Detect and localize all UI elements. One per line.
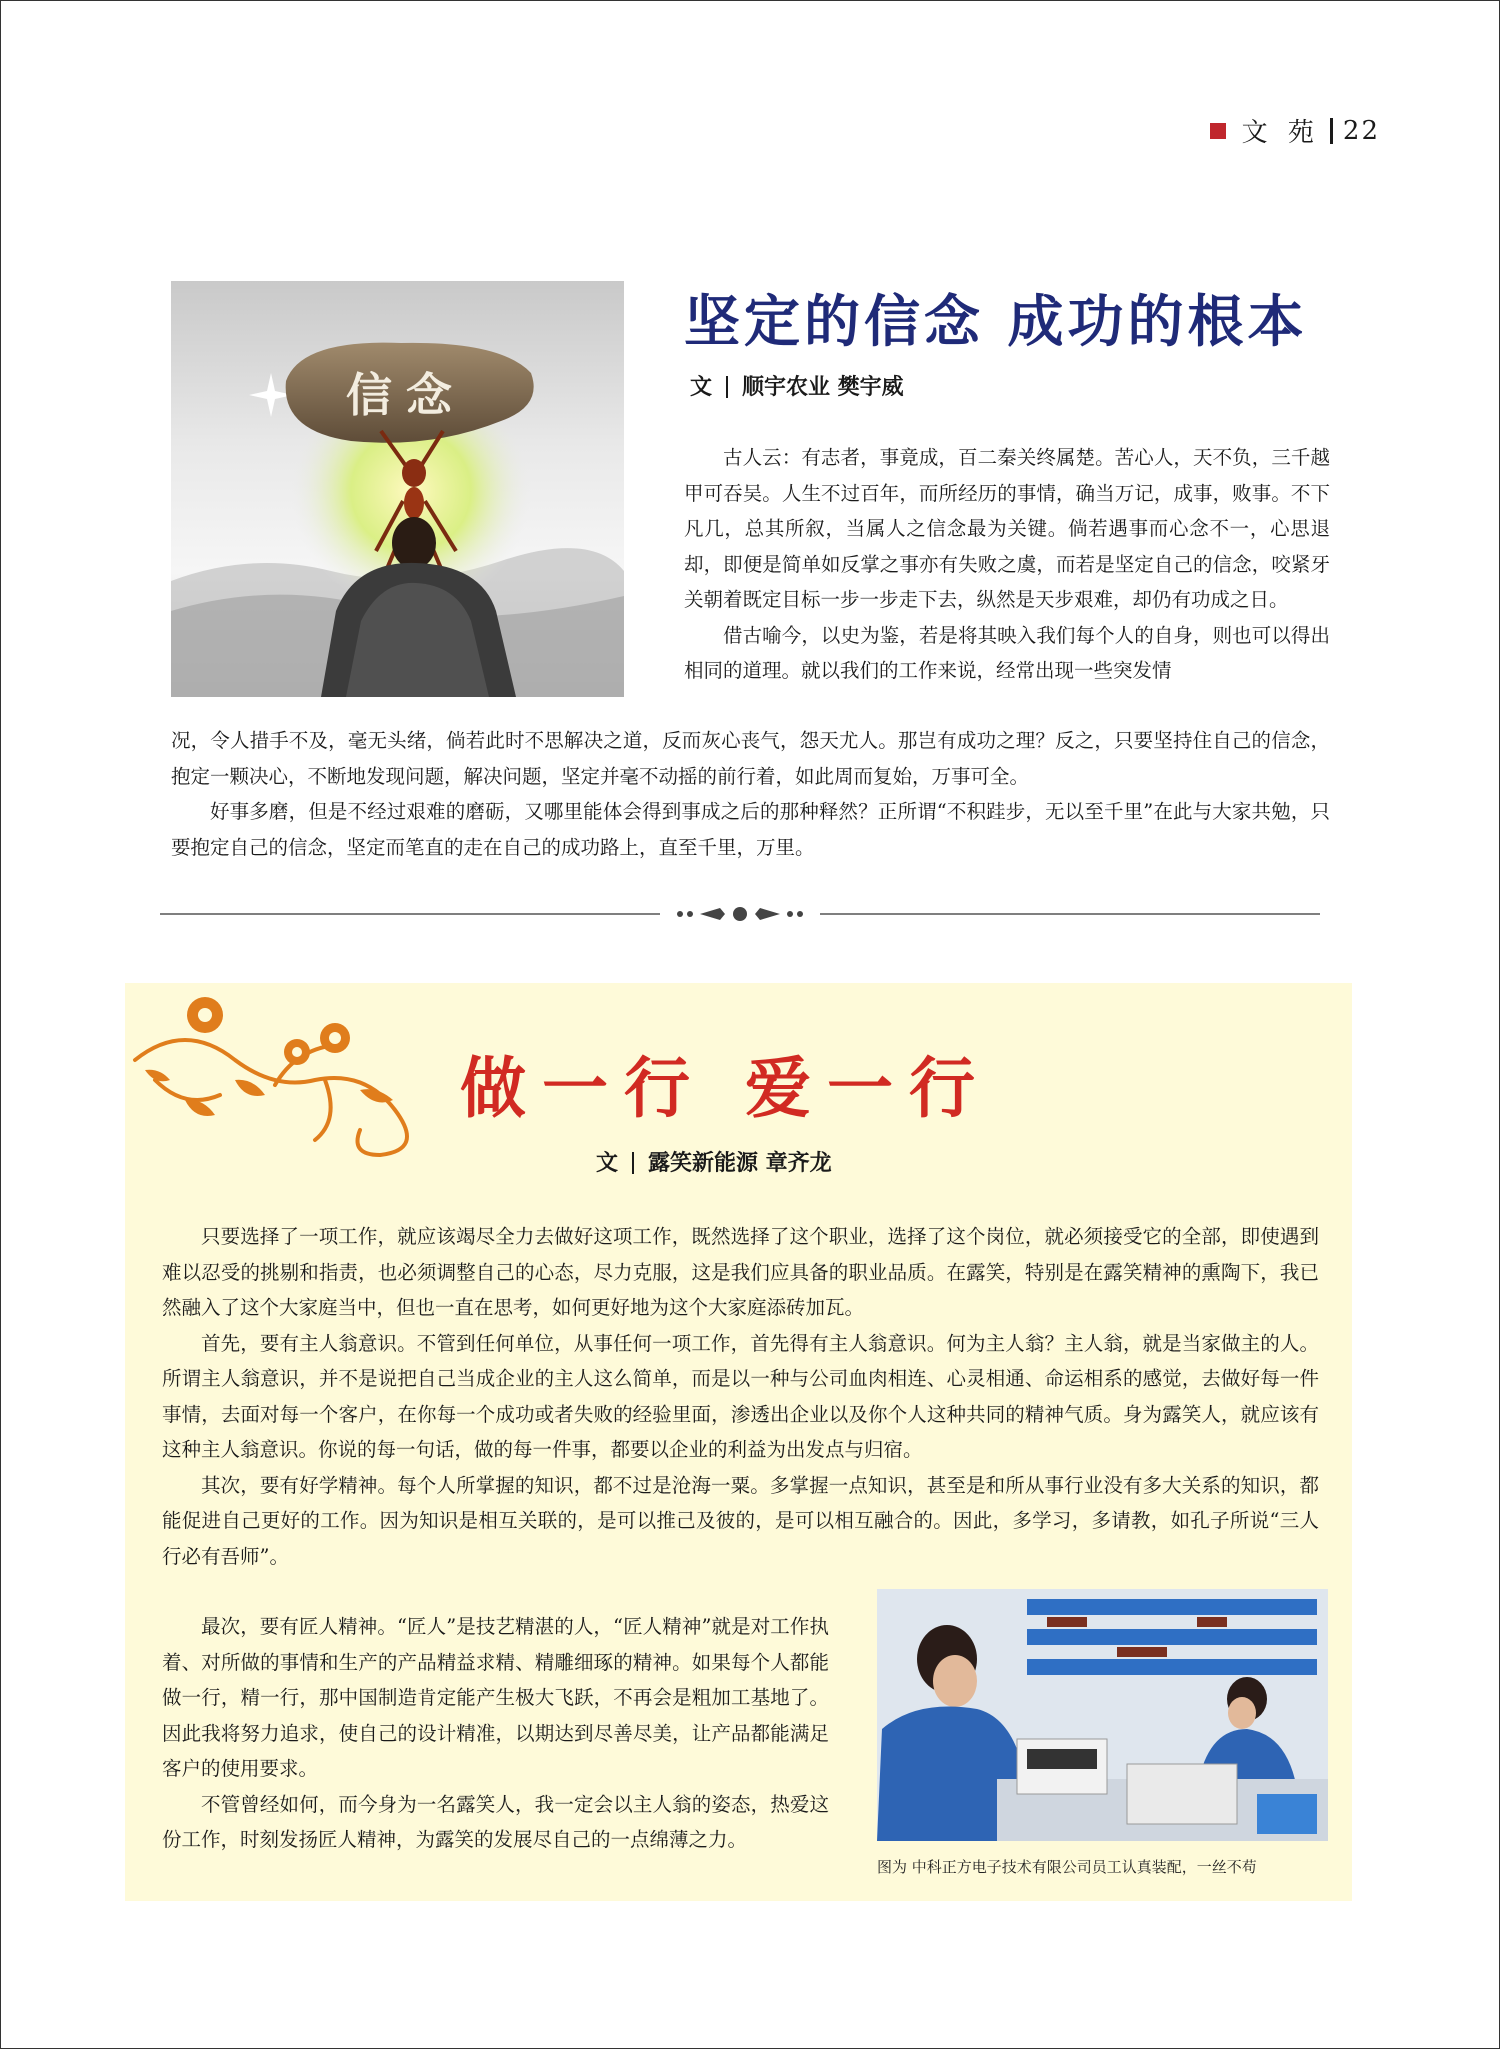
byline-divider — [632, 1152, 634, 1174]
article1-body-bottom — [171, 723, 1330, 865]
rose-vine-ornament — [125, 990, 445, 1170]
article1-paragraph-3: 好事多磨，但是不经过艰难的磨砺，又哪里能体会得到事成之后的那种释然？正所谓“不积跬步，无以至千里”在此与大家共勉，只要抱定自己的信念，坚定而笔直的走在自己的成功路上，直至千里，万里。 — [171, 800, 1330, 859]
page-header — [1210, 112, 1380, 149]
article2-paragraph-1: 只要选择了一项工作，就应该竭尽全力去做好这项工作，既然选择了这个职业，选择了这个岗位，就必须接受它的全部，即使遇到难以忍受的挑剔和指责，也必须调整自己的心态，尽力克服，这是我们应具备的职业品质。在露笑，特别是在露笑精神的熏陶下，我已然融入了这个大家庭当中，但也一直在思考，如何更好地为这个大家庭添砖加瓦。 — [162, 1225, 1319, 1319]
rock-label: 信念 — [346, 368, 466, 422]
belief-illustration — [171, 281, 624, 697]
factory-workers-photo — [877, 1589, 1328, 1841]
article2-paragraph-3: 其次，要有好学精神。每个人所掌握的知识，都不过是沧海一粟。多掌握一点知识，甚至是和所从事行业没有多大关系的知识，都能促进自己更好的工作。因为知识是相互关联的，是可以推己及彼的，是可以相互融合的。因此，多学习，多请教，如孔子所说“三人行必有吾师”。 — [162, 1473, 1319, 1568]
header-divider — [1330, 118, 1333, 144]
page-number: 22 — [1342, 115, 1380, 146]
article2-body-full — [162, 1219, 1319, 1574]
article1-title: 坚定的信念 成功的根本 — [684, 289, 1308, 355]
section-divider — [160, 904, 1320, 924]
article1-author: 顺宇农业 樊宇威 — [742, 375, 904, 400]
article2-paragraph-2: 首先，要有主人翁意识。不管到任何单位，从事任何一项工作，首先得有主人翁意识。何为主人翁？主人翁，就是当家做主的人。所谓主人翁意识，并不是说把自己当成企业的主人这么简单，而是以一种与公司血肉相连、心灵相通、命运相系的感觉，去做好每一件事情，去面对每一个客户，在你每一个成功或者失败的经验里面，渗透出企业以及你个人这种共同的精神气质。身为露笑人，就应该有这种主人翁意识。你说的每一句话，做的每一件事，都要以企业的利益为出发点与归宿。 — [162, 1331, 1319, 1461]
article2-paragraph-5: 不管曾经如何，而今身为一名露笑人，我一定会以主人翁的姿态，热爱这份工作，时刻发扬匠人精神，为露笑的发展尽自己的一点绵薄之力。 — [162, 1792, 829, 1851]
byline-prefix: 文 — [690, 375, 713, 400]
photo-caption: 图为 中科正方电子技术有限公司员工认真装配，一丝不苟 — [877, 1858, 1257, 1876]
article1-body-top — [684, 440, 1330, 689]
byline-divider — [726, 376, 728, 398]
article2-paragraph-4: 最次，要有匠人精神。“匠人”是技艺精湛的人，“匠人精神”就是对工作执着、对所做的事情和生产的产品精益求精、精雕细琢的精神。如果每个人都能做一行，精一行，那中国制造肯定能产生极大飞跃，不再会是粗加工基地了。因此我将努力追求，使自己的设计精准，以期达到尽善尽美，让产品都能满足客户的使用要求。 — [162, 1615, 829, 1780]
article1-paragraph-2-start: 借古喻今，以史为鉴，若是将其映入我们每个人的自身，则也可以得出相同的道理。就以我们的工作来说，经常出现一些突发情 — [684, 623, 1330, 682]
section-name: 文 苑 — [1241, 118, 1320, 148]
byline-prefix: 文 — [596, 1151, 619, 1176]
article1-paragraph-2-end: 况，令人措手不及，毫无头绪，倘若此时不思解决之道，反而灰心丧气，怨天尤人。那岂有成功之理？反之，只要坚持住自己的信念，抱定一颗决心，不断地发现问题，解决问题，坚定并毫不动摇的前行着，如此周而复始，万事可全。 — [171, 729, 1330, 788]
article2-body-left — [162, 1609, 829, 1858]
article1-paragraph-1: 古人云：有志者，事竟成，百二秦关终属楚。苦心人，天不负，三千越甲可吞吴。人生不过百年，而所经历的事情，确当万记，成事，败事。不下凡几，总其所叙，当属人之信念最为关键。倘若遇事而心念不一，心思退却，即便是简单如反掌之事亦有失败之虞，而若是坚定自己的信念，咬紧牙关朝着既定目标一步一步走下去，纵然是天步艰难，却仍有功成之日。 — [684, 446, 1330, 611]
article2-byline — [596, 1146, 832, 1177]
article2-title: 做一行 爱一行 — [460, 1049, 991, 1127]
section-marker — [1210, 123, 1226, 139]
article1-byline — [690, 370, 904, 401]
article2-author: 露笑新能源 章齐龙 — [648, 1151, 832, 1176]
